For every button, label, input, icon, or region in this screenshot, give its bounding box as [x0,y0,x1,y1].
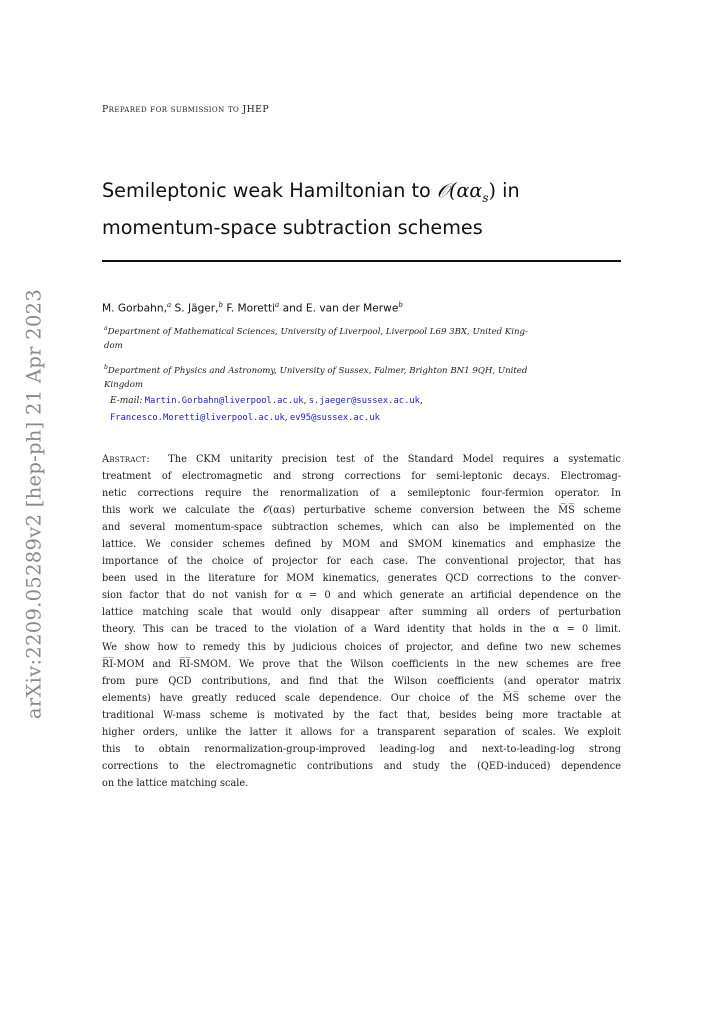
author-moretti: F. Moretti [223,302,276,315]
email-gorbahn[interactable]: Martin.Gorbahn@liverpool.ac.uk [144,396,304,406]
title-text: Semileptonic weak Hamiltonian to [102,179,437,202]
email-label: E-mail: [110,396,143,406]
title-math-subscript: s [482,190,489,205]
email-separator: , [419,396,423,406]
abstract-line: this work we calculate the 𝒪(ααs) perturbative scheme conversion between the M̅S̅ scheme [102,505,621,517]
affiliation-b-line2: Kingdom [104,380,144,391]
abstract-line: Abstract: The CKM unitarity precision test of the Standard Model requires a systematic [102,454,621,465]
abstract-heading: Abstract: [102,454,150,465]
author-vandermerwe-affil: b [398,301,403,309]
author-moretti-affil: a [275,301,280,309]
title-text-end: in [496,179,520,202]
abstract-line: netic corrections require the renormalization of a semileptonic four-fermion operator. In [102,488,621,500]
title-line-2: momentum-space subtraction schemes [102,215,483,239]
abstract-line: this to obtain renormalization-group-improved leading-log and next-to-leading-log strong [102,743,621,755]
email-separator: , [284,412,288,423]
author-vandermerwe: and E. van der Merwe [279,302,399,315]
affiliation-b-line1: Department of Physics and Astronomy, University of Sussex, Falmer, Brighton BN1 9QH, United [107,365,528,376]
affiliation-a [104,322,621,354]
email-separator: , [303,396,307,406]
email-block [110,393,621,426]
abstract-line: and several momentum-space subtraction schemes, which can also be implemented on the [102,522,621,534]
abstract-line: traditional W-mass scheme is motivated by the fact that, besides being more tractable at [102,709,621,721]
affiliation-a-marker: a [104,325,108,332]
affiliation-a-line2: dom [104,341,123,352]
email-vandermerwe[interactable]: ev95@sussex.ac.uk [289,412,380,423]
author-list [102,301,621,315]
title-math-symbol: 𝒪(αα [436,179,483,202]
abstract [102,451,621,792]
author-jaeger-affil: b [218,301,224,309]
author-jaeger: S. Jäger, [171,302,219,315]
author-gorbahn: M. Gorbahn, [102,302,167,315]
arxiv-identifier[interactable]: arXiv:2209.05289v2 [hep-ph] 21 Apr 2023 [22,288,46,720]
title-math-close: ) [488,179,497,202]
abstract-line: lattice matching scale that would only disappear after summing all orders of perturbation [102,607,621,619]
email-moretti[interactable]: Francesco.Moretti@liverpool.ac.uk [110,412,285,423]
arxiv-stamp [18,288,50,720]
abstract-line: importance of the choice of projector for each case. The conventional projector, that has [102,556,621,568]
abstract-line: higher orders, unlike the latter it allows for a transparent separation of scales. We exploit [102,726,621,738]
title-divider [102,260,621,262]
affiliation-a-line1: Department of Mathematical Sciences, University of Liverpool, Liverpool L69 3BX, United King- [107,326,528,337]
affiliation-b [104,361,621,393]
title-math [436,179,497,205]
email-jaeger[interactable]: s.jaeger@sussex.ac.uk [308,396,420,406]
abstract-line: R̅I̅-MOM and R̅I̅-SMOM. We prove that the Wilson coefficients in the new schemes are free [102,658,621,670]
title-line-1 [102,176,622,213]
affiliation-b-marker: b [104,364,108,371]
abstract-line: lattice. We consider schemes defined by MOM and SMOM kinematics and emphasize the [102,539,621,551]
abstract-line: We show how to remedy this by judicious choices of projector, and define two new schemes [102,641,621,653]
abstract-line: theory. This can be traced to the violation of a Ward identity that holds in the α = 0 limit. [102,624,621,636]
abstract-line: sion factor that do not vanish for α = 0 and which generate an artificial dependence on the [102,590,621,602]
abstract-line: on the lattice matching scale. [102,777,249,789]
abstract-line: elements) have greatly reduced scale dependence. Our choice of the M̅S̅ scheme over the [102,692,621,704]
abstract-line: treatment of electromagnetic and strong corrections for semi-leptonic decays. Electromag- [102,471,621,483]
abstract-line: corrections to the electromagnetic contributions and study the (QED-induced) dependence [102,760,621,772]
author-gorbahn-affil: a [166,301,172,309]
paper-title [102,176,622,242]
submission-note: Prepared for submission to JHEP [102,104,269,115]
abstract-line: been used in the literature for MOM kinematics, generates QCD corrections to the conver- [102,573,621,585]
abstract-line: from pure QCD contributions, and find that the Wilson coefficients (and operator matrix [102,675,621,687]
